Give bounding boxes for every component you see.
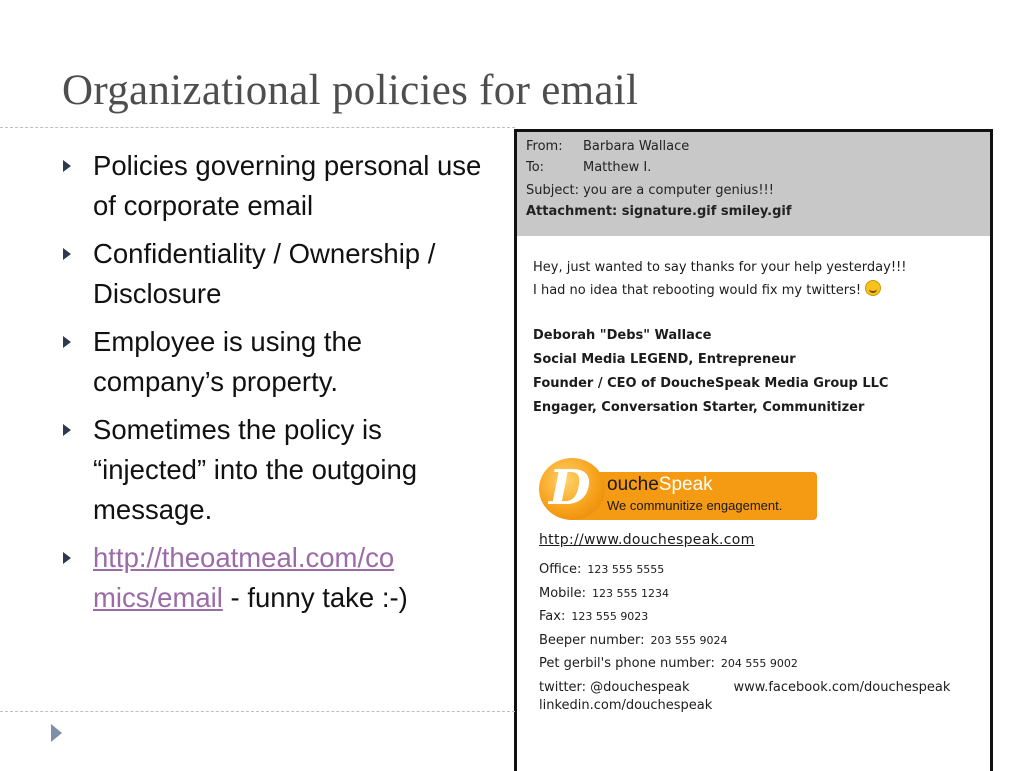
message-text: I had no idea that rebooting would fix my twitters! bbox=[533, 283, 862, 298]
twitter-handle: twitter: @douchespeak bbox=[539, 679, 690, 695]
social-row bbox=[539, 676, 990, 700]
bullet-text: Confidentiality / Ownership / Disclosure bbox=[93, 238, 436, 309]
bullet-item-link bbox=[62, 538, 492, 618]
contact-label: Mobile: bbox=[539, 585, 587, 601]
contact-value: 123 555 9023 bbox=[571, 610, 649, 623]
footer-divider bbox=[0, 711, 515, 712]
from-label: From: bbox=[526, 139, 563, 154]
logo-tagline: We communitize engagement. bbox=[607, 498, 783, 513]
email-body bbox=[517, 236, 990, 713]
title-divider bbox=[0, 127, 515, 128]
facebook-url: www.facebook.com/douchespeak bbox=[733, 679, 951, 695]
signature-line: Social Media LEGEND, Entrepreneur bbox=[533, 352, 796, 367]
bullet-arrow-icon bbox=[63, 424, 71, 436]
to-row bbox=[526, 157, 990, 178]
link-text-line1: http://theoatmeal.com/co bbox=[93, 542, 395, 573]
contact-row bbox=[539, 629, 990, 653]
bullet-arrow-icon bbox=[63, 336, 71, 348]
signature-block bbox=[533, 324, 990, 420]
from-value: Barbara Wallace bbox=[583, 139, 690, 154]
signature-line: Founder / CEO of DoucheSpeak Media Group LLC bbox=[533, 376, 889, 391]
contact-row bbox=[539, 582, 990, 606]
signature-line: Deborah "Debs" Wallace bbox=[533, 328, 712, 343]
link-suffix: - funny take :-) bbox=[222, 582, 408, 613]
signature-line: Engager, Conversation Starter, Communitizer bbox=[533, 400, 865, 415]
contact-label: Fax: bbox=[539, 609, 566, 624]
smiley-icon bbox=[865, 280, 881, 296]
attachment-line: Attachment: signature.gif smiley.gif bbox=[526, 204, 792, 219]
contact-row bbox=[539, 558, 990, 582]
contact-label: Beeper number: bbox=[539, 632, 645, 648]
email-screenshot bbox=[514, 129, 993, 771]
bullet-list bbox=[62, 146, 492, 626]
bullet-arrow-icon bbox=[63, 160, 71, 172]
link-text-line2: mics/email bbox=[93, 582, 223, 613]
contact-value: 123 555 5555 bbox=[587, 563, 665, 576]
bullet-text: Sometimes the policy is “injected” into the outgoing message. bbox=[93, 414, 418, 525]
bullet-text: Policies governing personal use of corporate email bbox=[93, 150, 482, 221]
logo-name-part-a: ouche bbox=[607, 474, 659, 495]
slide-arrow-icon bbox=[51, 724, 62, 742]
website-link: http://www.douchespeak.com bbox=[539, 532, 755, 548]
linkedin-url: linkedin.com/douchespeak bbox=[539, 698, 713, 713]
message-line: Hey, just wanted to say thanks for your help yesterday!!! bbox=[533, 260, 907, 275]
bullet-text: Employee is using the company’s property. bbox=[93, 326, 363, 397]
from-row bbox=[526, 136, 990, 157]
to-label: To: bbox=[526, 160, 545, 175]
logo-name-part-b: Speak bbox=[658, 474, 713, 495]
logo-letter: D bbox=[549, 460, 591, 516]
email-header bbox=[517, 132, 990, 236]
contact-value: 204 555 9002 bbox=[720, 657, 798, 670]
contact-value: 203 555 9024 bbox=[650, 633, 728, 647]
contact-row bbox=[539, 652, 990, 676]
subject-line: Subject: you are a computer genius!!! bbox=[526, 183, 774, 198]
bullet-arrow-icon bbox=[63, 248, 71, 260]
bullet-arrow-icon bbox=[63, 552, 71, 564]
logo-name bbox=[607, 474, 713, 496]
bullet-item bbox=[62, 410, 492, 530]
to-value: Matthew I. bbox=[583, 160, 652, 175]
contact-label: Office: bbox=[539, 562, 582, 577]
slide-title: Organizational policies for email bbox=[62, 67, 639, 114]
bullet-item bbox=[62, 146, 492, 226]
bullet-item bbox=[62, 322, 492, 402]
message-line-with-smiley bbox=[533, 279, 990, 302]
contact-label: Pet gerbil's phone number: bbox=[539, 656, 715, 671]
contact-list bbox=[533, 558, 990, 713]
bullet-item bbox=[62, 234, 492, 314]
contact-value: 123 555 1234 bbox=[592, 586, 670, 600]
contact-row bbox=[539, 605, 990, 629]
douchespeak-logo bbox=[539, 458, 819, 520]
